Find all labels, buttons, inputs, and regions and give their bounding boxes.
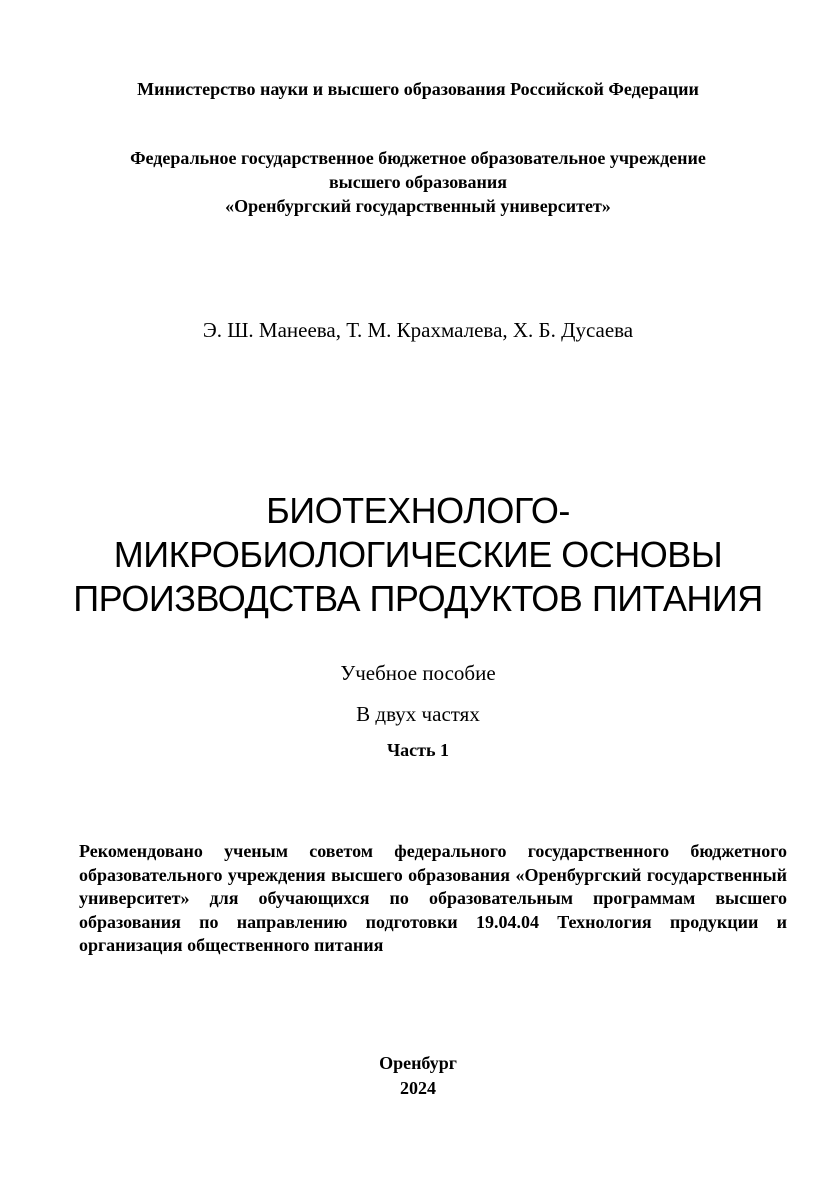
publication-type: Учебное пособие — [340, 661, 496, 685]
publication-city: Оренбург — [379, 1053, 457, 1073]
parts-note: В двух частях — [356, 702, 480, 726]
institution-line-1: Федеральное государственное бюджетное образовательное учреждение — [130, 148, 706, 168]
book-title-line-2: МИКРОБИОЛОГИЧЕСКИЕ ОСНОВЫ — [113, 534, 723, 575]
authors: Э. Ш. Манеева, Т. М. Крахмалева, Х. Б. Дусаева — [202, 318, 634, 342]
publication-year: 2024 — [400, 1078, 436, 1098]
book-title-line-3: ПРОИЗВОДСТВА ПРОДУКТОВ ПИТАНИЯ — [73, 578, 763, 619]
recommendation-text: Рекомендовано ученым советом федерального государственного бюджетного образовательного учреждения высшего образования «Оренбургский государственный университет» для обучающихся по образовательным программам высшего образования по направлению подготовки 19.04.04 Технология продукции и организация общественного питания — [79, 841, 787, 955]
ministry-heading: Министерство науки и высшего образования Российской Федерации — [137, 79, 699, 99]
book-title-line-1: БИОТЕХНОЛОГО- — [266, 490, 570, 531]
institution-line-3: «Оренбургский государственный университет» — [225, 196, 611, 216]
institution-line-2: высшего образования — [328, 172, 508, 192]
part-number: Часть 1 — [386, 740, 450, 760]
